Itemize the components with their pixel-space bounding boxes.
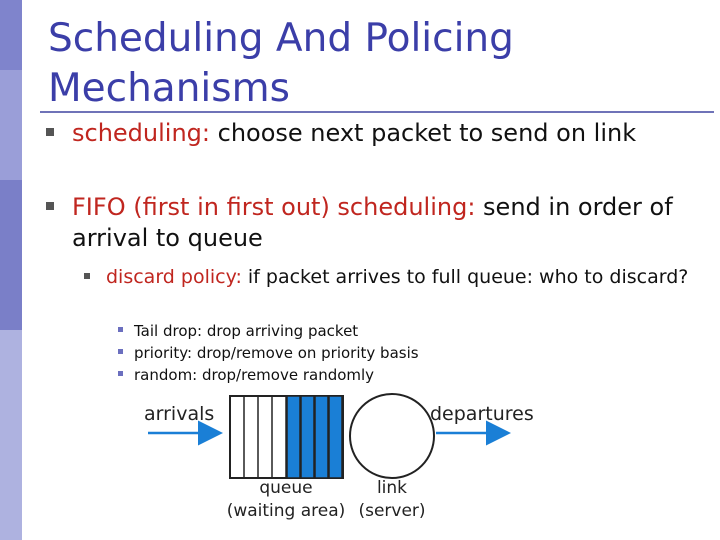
slide-title (48, 14, 688, 114)
bullet-square-icon (118, 349, 123, 354)
link-label: link (376, 478, 408, 498)
bullet-text: send in order of arrival to queue (72, 193, 673, 252)
queue-sublabel: (waiting area) (226, 501, 346, 521)
bullet-square-icon (84, 273, 90, 279)
title-line-1: Scheduling And Policing (48, 16, 514, 61)
accent-segment (0, 0, 22, 70)
drop-policy-item: priority: drop/remove on priority basis (134, 344, 419, 362)
bullet-fifo (72, 192, 702, 254)
bullet-square-icon (118, 371, 123, 376)
queued-packet (287, 396, 300, 478)
bullet-term: FIFO (first in first out) scheduling: (72, 193, 476, 221)
bullet-square-icon (118, 327, 123, 332)
bullet-scheduling (72, 118, 702, 149)
bullet-term: scheduling: (72, 119, 210, 147)
drop-policy-list (134, 320, 419, 386)
bullet-square-icon (46, 202, 54, 210)
departures-label: departures (430, 403, 534, 425)
queue-buffer (230, 396, 343, 478)
accent-segment (0, 180, 22, 330)
link-server-circle (350, 394, 434, 478)
bullet-text: choose next packet to send on link (210, 119, 637, 147)
sub-bullet-text: if packet arrives to full queue: who to discard? (241, 266, 689, 288)
title-line-2: Mechanisms (48, 66, 290, 111)
queued-packet (301, 396, 314, 478)
accent-segment (0, 70, 22, 180)
title-divider (40, 111, 714, 113)
sub-bullet-discard-policy (106, 264, 706, 290)
accent-segment (0, 330, 22, 540)
left-accent-bar (0, 0, 22, 540)
queued-packet (329, 396, 342, 478)
queue-label: queue (259, 478, 313, 498)
fifo-queue-diagram (140, 388, 540, 528)
sub-bullet-term: discard policy: (106, 266, 242, 288)
link-sublabel: (server) (358, 501, 426, 521)
bullet-square-icon (46, 128, 54, 136)
arrivals-label: arrivals (144, 403, 215, 425)
queued-packet (315, 396, 328, 478)
drop-policy-item: Tail drop: drop arriving packet (134, 322, 359, 340)
drop-policy-item: random: drop/remove randomly (134, 366, 375, 384)
